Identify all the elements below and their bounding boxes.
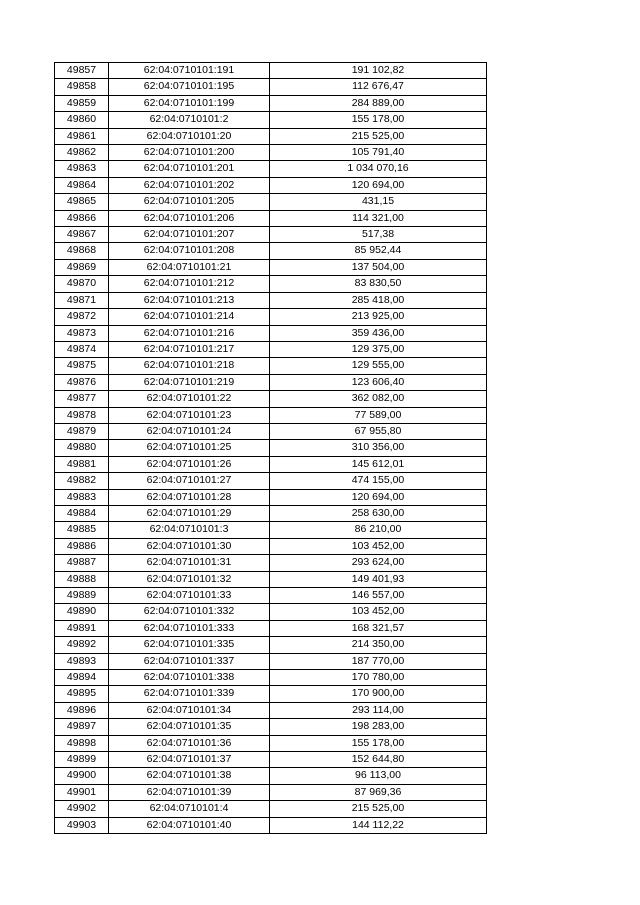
table-row xyxy=(55,505,487,521)
row-number-cell: 49870 xyxy=(55,276,109,292)
table-row xyxy=(55,325,487,341)
cadastral-value-cell: 149 401,93 xyxy=(270,571,487,587)
row-number-cell: 49878 xyxy=(55,407,109,423)
row-number-cell: 49865 xyxy=(55,194,109,210)
row-number-cell: 49868 xyxy=(55,243,109,259)
cadastral-value-cell: 310 356,00 xyxy=(270,440,487,456)
table-row xyxy=(55,440,487,456)
table-row xyxy=(55,752,487,768)
cadastral-value-cell: 474 155,00 xyxy=(270,473,487,489)
cadastral-value-cell: 129 375,00 xyxy=(270,341,487,357)
table-row xyxy=(55,341,487,357)
table-row xyxy=(55,588,487,604)
table-row xyxy=(55,637,487,653)
row-number-cell: 49894 xyxy=(55,670,109,686)
cadastral-number-cell: 62:04:0710101:191 xyxy=(109,63,270,79)
cadastral-number-cell: 62:04:0710101:26 xyxy=(109,456,270,472)
cadastral-value-cell: 146 557,00 xyxy=(270,588,487,604)
cadastral-number-cell: 62:04:0710101:199 xyxy=(109,95,270,111)
row-number-cell: 49886 xyxy=(55,538,109,554)
cadastral-number-cell: 62:04:0710101:28 xyxy=(109,489,270,505)
cadastral-value-cell: 129 555,00 xyxy=(270,358,487,374)
row-number-cell: 49890 xyxy=(55,604,109,620)
cadastral-number-cell: 62:04:0710101:208 xyxy=(109,243,270,259)
row-number-cell: 49885 xyxy=(55,522,109,538)
document-page xyxy=(54,62,487,834)
cadastral-value-cell: 1 034 070,16 xyxy=(270,161,487,177)
table-row xyxy=(55,555,487,571)
row-number-cell: 49860 xyxy=(55,112,109,128)
cadastral-value-cell: 155 178,00 xyxy=(270,112,487,128)
table-row xyxy=(55,112,487,128)
cadastral-number-cell: 62:04:0710101:24 xyxy=(109,423,270,439)
cadastral-value-cell: 155 178,00 xyxy=(270,735,487,751)
cadastral-value-cell: 120 694,00 xyxy=(270,489,487,505)
row-number-cell: 49867 xyxy=(55,227,109,243)
cadastral-number-cell: 62:04:0710101:202 xyxy=(109,177,270,193)
cadastral-number-cell: 62:04:0710101:195 xyxy=(109,79,270,95)
row-number-cell: 49881 xyxy=(55,456,109,472)
table-row xyxy=(55,686,487,702)
cadastral-number-cell: 62:04:0710101:200 xyxy=(109,145,270,161)
table-row xyxy=(55,292,487,308)
cadastral-number-cell: 62:04:0710101:30 xyxy=(109,538,270,554)
row-number-cell: 49882 xyxy=(55,473,109,489)
cadastral-number-cell: 62:04:0710101:201 xyxy=(109,161,270,177)
cadastral-number-cell: 62:04:0710101:206 xyxy=(109,210,270,226)
cadastral-number-cell: 62:04:0710101:29 xyxy=(109,505,270,521)
row-number-cell: 49876 xyxy=(55,374,109,390)
table-row xyxy=(55,243,487,259)
table-row xyxy=(55,423,487,439)
row-number-cell: 49873 xyxy=(55,325,109,341)
cadastral-number-cell: 62:04:0710101:22 xyxy=(109,391,270,407)
row-number-cell: 49891 xyxy=(55,620,109,636)
table-row xyxy=(55,604,487,620)
cadastral-value-cell: 103 452,00 xyxy=(270,538,487,554)
cadastral-value-cell: 123 606,40 xyxy=(270,374,487,390)
table-row xyxy=(55,801,487,817)
cadastral-number-cell: 62:04:0710101:214 xyxy=(109,309,270,325)
row-number-cell: 49903 xyxy=(55,817,109,833)
cadastral-number-cell: 62:04:0710101:332 xyxy=(109,604,270,620)
table-row xyxy=(55,571,487,587)
cadastral-number-cell: 62:04:0710101:36 xyxy=(109,735,270,751)
table-row xyxy=(55,456,487,472)
table-row xyxy=(55,259,487,275)
table-row xyxy=(55,784,487,800)
cadastral-number-cell: 62:04:0710101:333 xyxy=(109,620,270,636)
cadastral-number-cell: 62:04:0710101:37 xyxy=(109,752,270,768)
table-row xyxy=(55,309,487,325)
cadastral-number-cell: 62:04:0710101:219 xyxy=(109,374,270,390)
cadastral-number-cell: 62:04:0710101:337 xyxy=(109,653,270,669)
table-row xyxy=(55,95,487,111)
cadastral-value-cell: 145 612,01 xyxy=(270,456,487,472)
table-row xyxy=(55,538,487,554)
table-row xyxy=(55,768,487,784)
row-number-cell: 49892 xyxy=(55,637,109,653)
cadastral-value-cell: 170 900,00 xyxy=(270,686,487,702)
table-row xyxy=(55,210,487,226)
row-number-cell: 49893 xyxy=(55,653,109,669)
table-row xyxy=(55,702,487,718)
cadastral-number-cell: 62:04:0710101:27 xyxy=(109,473,270,489)
cadastral-value-cell: 87 969,36 xyxy=(270,784,487,800)
row-number-cell: 49862 xyxy=(55,145,109,161)
cadastral-number-cell: 62:04:0710101:38 xyxy=(109,768,270,784)
cadastral-number-cell: 62:04:0710101:213 xyxy=(109,292,270,308)
row-number-cell: 49880 xyxy=(55,440,109,456)
cadastral-number-cell: 62:04:0710101:217 xyxy=(109,341,270,357)
cadastral-value-cell: 198 283,00 xyxy=(270,719,487,735)
cadastral-number-cell: 62:04:0710101:212 xyxy=(109,276,270,292)
cadastral-value-cell: 105 791,40 xyxy=(270,145,487,161)
row-number-cell: 49871 xyxy=(55,292,109,308)
row-number-cell: 49883 xyxy=(55,489,109,505)
cadastral-value-cell: 213 925,00 xyxy=(270,309,487,325)
cadastral-value-cell: 431,15 xyxy=(270,194,487,210)
cadastral-value-cell: 362 082,00 xyxy=(270,391,487,407)
row-number-cell: 49895 xyxy=(55,686,109,702)
row-number-cell: 49900 xyxy=(55,768,109,784)
row-number-cell: 49869 xyxy=(55,259,109,275)
cadastral-number-cell: 62:04:0710101:335 xyxy=(109,637,270,653)
table-row xyxy=(55,79,487,95)
table-row xyxy=(55,161,487,177)
row-number-cell: 49901 xyxy=(55,784,109,800)
table-row xyxy=(55,817,487,833)
cadastral-number-cell: 62:04:0710101:34 xyxy=(109,702,270,718)
cadastral-value-cell: 137 504,00 xyxy=(270,259,487,275)
row-number-cell: 49859 xyxy=(55,95,109,111)
table-row xyxy=(55,522,487,538)
cadastral-value-cell: 359 436,00 xyxy=(270,325,487,341)
row-number-cell: 49864 xyxy=(55,177,109,193)
row-number-cell: 49877 xyxy=(55,391,109,407)
cadastral-number-cell: 62:04:0710101:20 xyxy=(109,128,270,144)
cadastral-value-cell: 103 452,00 xyxy=(270,604,487,620)
cadastral-value-cell: 214 350,00 xyxy=(270,637,487,653)
row-number-cell: 49857 xyxy=(55,63,109,79)
row-number-cell: 49863 xyxy=(55,161,109,177)
table-row xyxy=(55,407,487,423)
cadastral-number-cell: 62:04:0710101:39 xyxy=(109,784,270,800)
row-number-cell: 49879 xyxy=(55,423,109,439)
cadastral-number-cell: 62:04:0710101:339 xyxy=(109,686,270,702)
cadastral-value-cell: 191 102,82 xyxy=(270,63,487,79)
row-number-cell: 49899 xyxy=(55,752,109,768)
row-number-cell: 49897 xyxy=(55,719,109,735)
row-number-cell: 49898 xyxy=(55,735,109,751)
cadastral-value-cell: 517,38 xyxy=(270,227,487,243)
table-row xyxy=(55,489,487,505)
table-row xyxy=(55,128,487,144)
cadastral-number-cell: 62:04:0710101:23 xyxy=(109,407,270,423)
row-number-cell: 49896 xyxy=(55,702,109,718)
cadastral-number-cell: 62:04:0710101:32 xyxy=(109,571,270,587)
cadastral-number-cell: 62:04:0710101:216 xyxy=(109,325,270,341)
cadastral-value-cell: 152 644,80 xyxy=(270,752,487,768)
row-number-cell: 49866 xyxy=(55,210,109,226)
table-row xyxy=(55,177,487,193)
cadastral-number-cell: 62:04:0710101:4 xyxy=(109,801,270,817)
cadastral-value-cell: 96 113,00 xyxy=(270,768,487,784)
cadastral-number-cell: 62:04:0710101:35 xyxy=(109,719,270,735)
cadastral-value-cell: 187 770,00 xyxy=(270,653,487,669)
row-number-cell: 49872 xyxy=(55,309,109,325)
cadastral-value-cell: 285 418,00 xyxy=(270,292,487,308)
row-number-cell: 49888 xyxy=(55,571,109,587)
table-body xyxy=(55,63,487,834)
cadastral-number-cell: 62:04:0710101:3 xyxy=(109,522,270,538)
table-row xyxy=(55,194,487,210)
cadastral-number-cell: 62:04:0710101:205 xyxy=(109,194,270,210)
table-row xyxy=(55,473,487,489)
table-row xyxy=(55,653,487,669)
cadastral-value-cell: 77 589,00 xyxy=(270,407,487,423)
cadastral-value-cell: 293 624,00 xyxy=(270,555,487,571)
cadastral-value-cell: 284 889,00 xyxy=(270,95,487,111)
cadastral-value-cell: 67 955,80 xyxy=(270,423,487,439)
row-number-cell: 49861 xyxy=(55,128,109,144)
cadastral-value-cell: 168 321,57 xyxy=(270,620,487,636)
row-number-cell: 49858 xyxy=(55,79,109,95)
cadastral-value-cell: 258 630,00 xyxy=(270,505,487,521)
cadastral-number-cell: 62:04:0710101:25 xyxy=(109,440,270,456)
table-row xyxy=(55,719,487,735)
cadastral-value-cell: 85 952,44 xyxy=(270,243,487,259)
table-row xyxy=(55,145,487,161)
cadastral-value-cell: 215 525,00 xyxy=(270,801,487,817)
table-row xyxy=(55,227,487,243)
table-row xyxy=(55,374,487,390)
cadastral-number-cell: 62:04:0710101:338 xyxy=(109,670,270,686)
cadastral-number-cell: 62:04:0710101:33 xyxy=(109,588,270,604)
table-row xyxy=(55,63,487,79)
cadastral-number-cell: 62:04:0710101:218 xyxy=(109,358,270,374)
row-number-cell: 49889 xyxy=(55,588,109,604)
row-number-cell: 49887 xyxy=(55,555,109,571)
cadastral-value-cell: 144 112,22 xyxy=(270,817,487,833)
cadastral-value-cell: 215 525,00 xyxy=(270,128,487,144)
table-row xyxy=(55,735,487,751)
cadastral-value-cell: 86 210,00 xyxy=(270,522,487,538)
cadastral-value-cell: 83 830,50 xyxy=(270,276,487,292)
cadastral-number-cell: 62:04:0710101:2 xyxy=(109,112,270,128)
cadastral-value-cell: 170 780,00 xyxy=(270,670,487,686)
row-number-cell: 49902 xyxy=(55,801,109,817)
table-row xyxy=(55,276,487,292)
table-row xyxy=(55,391,487,407)
cadastral-number-cell: 62:04:0710101:207 xyxy=(109,227,270,243)
cadastral-number-cell: 62:04:0710101:21 xyxy=(109,259,270,275)
table-row xyxy=(55,358,487,374)
row-number-cell: 49874 xyxy=(55,341,109,357)
cadastral-number-cell: 62:04:0710101:40 xyxy=(109,817,270,833)
cadastral-value-cell: 112 676,47 xyxy=(270,79,487,95)
table-row xyxy=(55,620,487,636)
cadastral-value-table xyxy=(54,62,487,834)
cadastral-value-cell: 293 114,00 xyxy=(270,702,487,718)
row-number-cell: 49875 xyxy=(55,358,109,374)
cadastral-number-cell: 62:04:0710101:31 xyxy=(109,555,270,571)
table-row xyxy=(55,670,487,686)
cadastral-value-cell: 114 321,00 xyxy=(270,210,487,226)
cadastral-value-cell: 120 694,00 xyxy=(270,177,487,193)
row-number-cell: 49884 xyxy=(55,505,109,521)
